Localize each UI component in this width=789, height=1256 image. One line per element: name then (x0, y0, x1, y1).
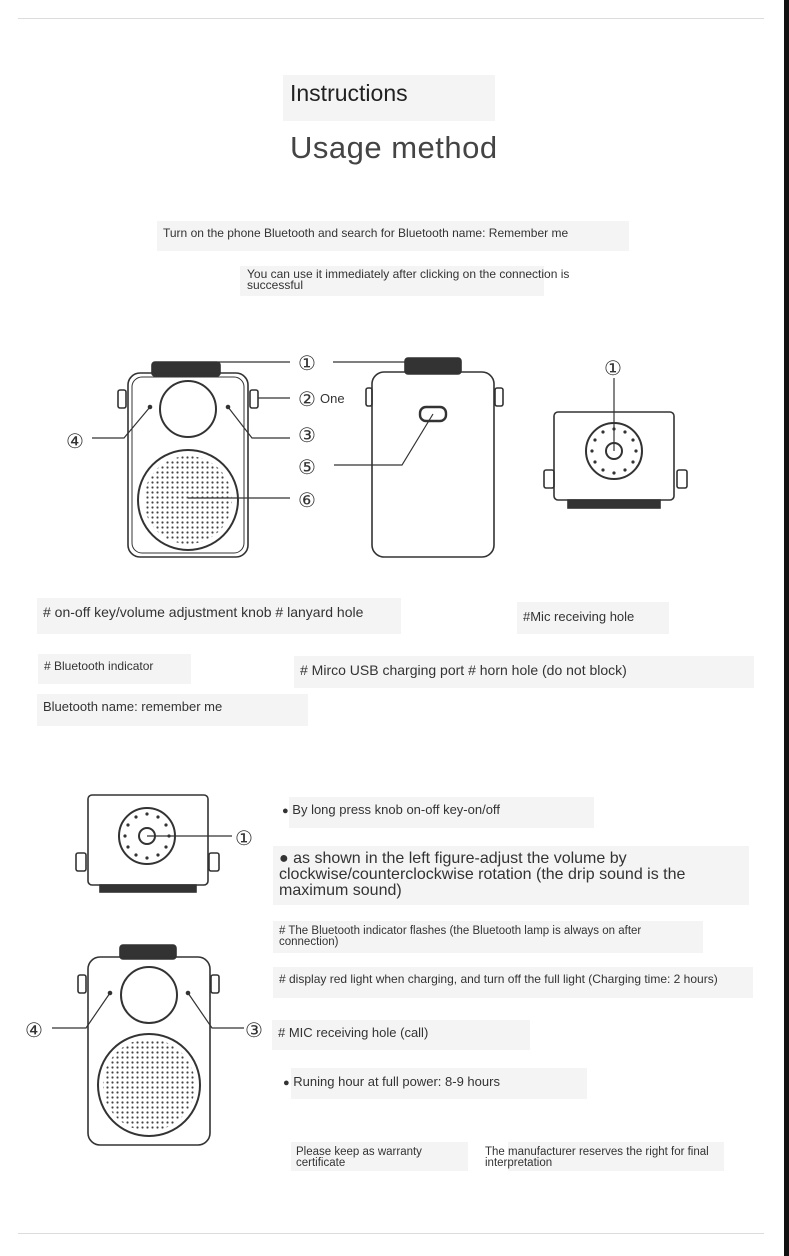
feature-2-line-2: clockwise/counterclockwise rotation (the drip sound is the (279, 866, 686, 883)
feature-5: # MIC receiving hole (call) (278, 1025, 429, 1040)
intro-line-2b: successful (247, 278, 304, 292)
page-title: Instructions (290, 80, 408, 106)
knob-front (152, 362, 220, 376)
feature-6 (283, 1074, 500, 1089)
legend-item-4: # Mirco USB charging port # horn hole (do not block) (300, 662, 627, 678)
legend-item-3: # Bluetooth indicator (44, 659, 154, 673)
callout-3: ③ (298, 425, 316, 447)
product-diagram-top (0, 340, 789, 580)
feature-2 (279, 851, 685, 899)
footer-note-2 (485, 1147, 709, 1169)
bullet-icon: ● (282, 805, 289, 817)
page-edge-bar (784, 0, 789, 1256)
feature-3-line-1: # The Bluetooth indicator flashes (the Bluetooth lamp is always on after (279, 925, 642, 937)
footer-note-1a: Please keep as warranty (296, 1146, 422, 1158)
callout-1-bottom: ① (235, 828, 253, 850)
footer-note-2a: The manufacturer reserves the right for final (485, 1146, 709, 1158)
footer-note-2b: interpretation (485, 1157, 553, 1169)
intro-line-2 (247, 269, 569, 291)
feature-1 (282, 802, 500, 817)
callout-2: ② (298, 389, 316, 411)
feature-1-text: By long press knob on-off key-on/off (292, 802, 500, 817)
callout-2-label: One (320, 391, 345, 406)
feature-3-line-2: connection) (279, 936, 339, 948)
footer-note-1b: certificate (296, 1157, 346, 1169)
feature-2-line-1: ● as shown in the left figure-adjust the volume by (279, 850, 627, 867)
bottom-divider (18, 1233, 764, 1234)
lanyard-hole-right (250, 390, 258, 408)
callout-1: ① (298, 353, 316, 375)
intro-line-2a: You can use it immediately after clicking on the connection is (247, 267, 570, 281)
feature-4: # display red light when charging, and turn off the full light (Charging time: 2 hours) (279, 972, 718, 986)
legend-item-2: #Mic receiving hole (523, 609, 635, 624)
callout-5: ⑤ (298, 457, 316, 479)
callout-4-bottom: ④ (25, 1020, 43, 1042)
callout-1-top-view: ① (604, 358, 622, 380)
page-subtitle: Usage method (290, 130, 498, 165)
footer-note-1 (296, 1147, 422, 1169)
feature-6-text: Runing hour at full power: 8-9 hours (293, 1074, 500, 1089)
lanyard-hole-left (118, 390, 126, 408)
callout-6: ⑥ (298, 490, 316, 512)
feature-2-line-3: maximum sound) (279, 882, 402, 899)
bullet-icon: ● (283, 1077, 290, 1089)
callout-4: ④ (66, 431, 84, 453)
legend-item-5: Bluetooth name: remember me (43, 699, 223, 714)
callout-3-bottom: ③ (245, 1020, 263, 1042)
intro-line-1: Turn on the phone Bluetooth and search for Bluetooth name: Remember me (163, 226, 569, 240)
legend-item-1: # on-off key/volume adjustment knob # lanyard hole (43, 604, 364, 620)
front-button-ring (160, 381, 216, 437)
feature-3 (279, 926, 641, 948)
top-divider (18, 18, 764, 19)
